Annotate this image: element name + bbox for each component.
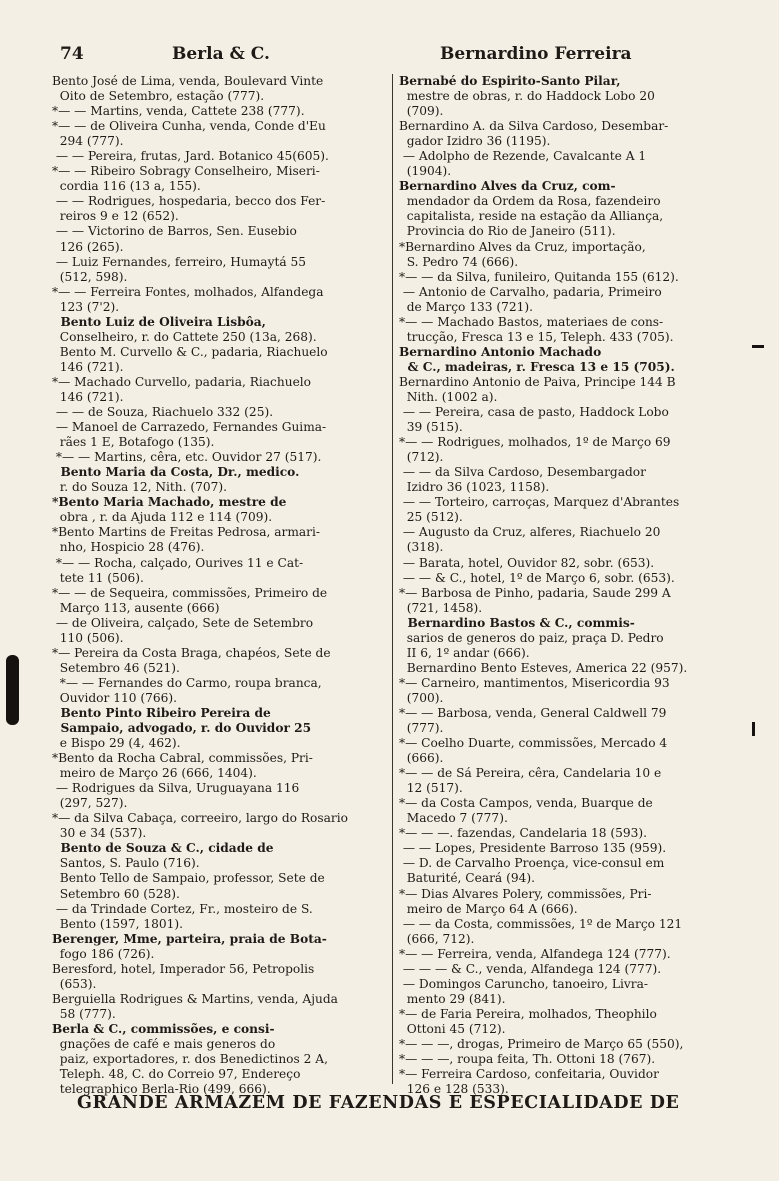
directory-entry-line: — Manoel de Carrazedo, Fernandes Guima-	[52, 420, 327, 435]
directory-entry-line: *— — de Sá Pereira, cêra, Candelaria 10 e	[399, 766, 662, 781]
directory-entry-line: (666).	[399, 751, 444, 766]
directory-entry-line: *— — Machado Bastos, materiaes de cons-	[399, 314, 664, 329]
directory-entry-line: (709).	[399, 104, 444, 119]
directory-entry-line: 58 (777).	[52, 1006, 116, 1021]
directory-entry-line: *— Pereira da Costa Braga, chapéos, Sete de	[52, 645, 331, 660]
directory-entry-line: tete 11 (506).	[52, 570, 144, 585]
directory-entry-line: Ouvidor 110 (766).	[52, 690, 177, 705]
directory-entry-line: (653).	[52, 976, 97, 991]
directory-entry-line: Bernardino Bastos & C., commis-	[399, 615, 635, 630]
directory-entry-line: Bento M. Curvello & C., padaria, Riachuelo	[52, 344, 328, 359]
directory-entry-line: — — Torteiro, carroças, Marquez d'Abrantes	[399, 495, 680, 510]
directory-entry-line: — D. de Carvalho Proença, vice-consul em	[399, 856, 665, 871]
directory-entry-line: — Rodrigues da Silva, Uruguayana 116	[52, 781, 300, 796]
directory-entry-line: Nith. (1002 a).	[399, 389, 498, 404]
directory-entry-line: Bernardino A. da Silva Cardoso, Desembar-	[399, 119, 669, 134]
directory-entry-line: trucção, Fresca 13 e 15, Teleph. 433 (705).	[399, 329, 674, 344]
directory-entry-line: *— — —, roupa feita, Th. Ottoni 18 (767).	[399, 1052, 656, 1067]
directory-entry-line: Ottoni 45 (712).	[399, 1021, 506, 1036]
directory-entry-line: fogo 186 (726).	[52, 946, 155, 961]
scan-ink-blot-left	[6, 655, 19, 725]
directory-entry-line: 12 (517).	[399, 781, 463, 796]
directory-entry-line: (712).	[399, 450, 444, 465]
directory-entry-line: (700).	[399, 690, 444, 705]
directory-entry-line: *— — Ferreira Fontes, molhados, Alfandega	[52, 284, 324, 299]
directory-entry-line: *— — Rodrigues, molhados, 1º de Março 69	[399, 435, 671, 450]
left-column	[52, 74, 390, 1097]
directory-entry-line: rães 1 E, Botafogo (135).	[52, 435, 215, 450]
directory-entry-line: 123 (7'2).	[52, 299, 120, 314]
directory-entry-line: — Antonio de Carvalho, padaria, Primeiro	[399, 284, 662, 299]
directory-entry-line: — — Lopes, Presidente Barroso 135 (959).	[399, 841, 667, 856]
directory-entry-line: S. Pedro 74 (666).	[399, 254, 519, 269]
directory-entry-line: — — de Souza, Riachuelo 332 (25).	[52, 405, 274, 420]
scan-ink-mark-right-lower	[752, 722, 755, 736]
directory-entry-line: Bento Pinto Ribeiro Pereira de	[52, 705, 271, 720]
directory-entry-line: Berenger, Mme, parteira, praia de Bota-	[52, 931, 327, 946]
directory-entry-line: obra , r. da Ajuda 112 e 114 (709).	[52, 510, 273, 525]
directory-entry-line: (777).	[399, 721, 444, 736]
directory-entry-line: 25 (512).	[399, 510, 463, 525]
directory-entry-line: (297, 527).	[52, 796, 128, 811]
directory-entry-line: paiz, exportadores, r. dos Benedictinos 2 A,	[52, 1052, 328, 1067]
directory-entry-line: Bernardino Bento Esteves, America 22 (957).	[399, 660, 688, 675]
directory-entry-line: *— da Silva Cabaça, correeiro, largo do Rosario	[52, 811, 348, 826]
directory-entry-line: Bernabé do Espirito-Santo Pilar,	[399, 74, 621, 88]
directory-entry-line: Conselheiro, r. do Cattete 250 (13a, 268).	[52, 329, 317, 344]
directory-entry-line: — — — & C., venda, Alfandega 124 (777).	[399, 961, 662, 976]
directory-entry-line: Provincia do Rio de Janeiro (511).	[399, 224, 616, 239]
directory-entry-line: (318).	[399, 540, 444, 555]
directory-entry-line: *Bento da Rocha Cabral, commissões, Pri-	[52, 751, 313, 766]
directory-entry-line: *Bento Martins de Freitas Pedrosa, armari-	[52, 525, 320, 540]
directory-entry-line: gador Izidro 36 (1195).	[399, 134, 551, 149]
directory-entry-line: meiro de Março 26 (666, 1404).	[52, 766, 257, 781]
directory-entry-line: Bento de Souza & C., cidade de	[52, 841, 274, 856]
directory-entry-line: Bento Tello de Sampaio, professor, Sete de	[52, 871, 325, 886]
directory-entry-line: — Adolpho de Rezende, Cavalcante A 1	[399, 149, 647, 164]
directory-entry-line: *— — de Sequeira, commissões, Primeiro de	[52, 585, 328, 600]
scan-ink-mark-right	[752, 345, 764, 348]
directory-entry-line: *— — Ribeiro Sobragy Conselheiro, Miseri-	[52, 164, 320, 179]
directory-entry-line: *— de Faria Pereira, molhados, Theophilo	[399, 1006, 657, 1021]
directory-entry-line: 39 (515).	[399, 420, 463, 435]
footer-banner: GRANDE ARMAZEM DE FAZENDAS E ESPECIALIDADE DE	[77, 1093, 680, 1113]
directory-entry-line: Bento José de Lima, venda, Boulevard Vinte	[52, 74, 324, 88]
page-number: 74	[60, 44, 84, 64]
directory-entry-line: Bernardino Antonio Machado	[399, 344, 602, 359]
directory-entry-line: *— Coelho Duarte, commissões, Mercado 4	[399, 736, 668, 751]
directory-entry-line: Bento (1597, 1801).	[52, 916, 184, 931]
directory-entry-line: mendador da Ordem da Rosa, fazendeiro	[399, 194, 661, 209]
directory-entry-line: reiros 9 e 12 (652).	[52, 209, 179, 224]
directory-entry-line: *— da Costa Campos, venda, Buarque de	[399, 796, 653, 811]
directory-entry-line: sarios de generos do paiz, praça D. Pedro	[399, 630, 664, 645]
directory-entry-line: gnações de café e mais generos do	[52, 1037, 276, 1051]
directory-entry-line: (1904).	[399, 164, 452, 179]
directory-entry-line: r. do Souza 12, Nith. (707).	[52, 480, 228, 495]
directory-entry-line: *— Ferreira Cardoso, confeitaria, Ouvidor	[399, 1067, 659, 1082]
directory-entry-line: Beresford, hotel, Imperador 56, Petropolis	[52, 961, 315, 976]
right-column	[399, 74, 737, 1097]
directory-entry-line: 146 (721).	[52, 389, 124, 404]
directory-entry-line: — — Pereira, casa de pasto, Haddock Lobo	[399, 405, 669, 420]
directory-entry-line: Setembro 60 (528).	[52, 886, 180, 901]
page-header	[60, 44, 741, 68]
directory-entry-line: e Bispo 29 (4, 462).	[52, 736, 181, 751]
directory-entry-line: *— — Rocha, calçado, Ourives 11 e Cat-	[52, 555, 304, 570]
directory-entry-line: telegraphico Berla-Rio (499, 666).	[52, 1082, 271, 1097]
directory-entry-line: *— Carneiro, mantimentos, Misericordia 93	[399, 675, 670, 690]
directory-entry-line: (721, 1458).	[399, 600, 483, 615]
directory-entry-line: Izidro 36 (1023, 1158).	[399, 480, 550, 495]
directory-entry-line: mento 29 (841).	[399, 991, 506, 1006]
directory-entry-line: — — Rodrigues, hospedaria, becco dos Fer-	[52, 194, 326, 209]
column-divider	[392, 74, 393, 1084]
directory-entry-line: Setembro 46 (521).	[52, 660, 180, 675]
directory-entry-line: Santos, S. Paulo (716).	[52, 856, 200, 871]
header-left-title: Berla & C.	[172, 44, 270, 64]
directory-entry-line: *— Dias Alvares Polery, commissões, Pri-	[399, 886, 652, 901]
directory-entry-line: Sampaio, advogado, r. do Ouvidor 25	[52, 721, 312, 736]
directory-entry-line: Março 113, ausente (666)	[52, 600, 220, 615]
directory-entry-line: *— — de Oliveira Cunha, venda, Conde d'Eu	[52, 119, 326, 134]
directory-entry-line: 126 (265).	[52, 239, 124, 254]
directory-entry-line: Bernardino Alves da Cruz, com-	[399, 179, 616, 194]
directory-entry-line: Bernardino Antonio de Paiva, Principe 144 B	[399, 374, 676, 389]
directory-entry-line: nho, Hospicio 28 (476).	[52, 540, 205, 555]
directory-entry-line: *Bernardino Alves da Cruz, importação,	[399, 239, 646, 254]
directory-entry-line: (666, 712).	[399, 931, 475, 946]
directory-entry-line: Berla & C., commissões, e consi-	[52, 1021, 275, 1036]
directory-entry-line: 126 e 128 (533).	[399, 1082, 509, 1097]
directory-entry-line: — da Trindade Cortez, Fr., mosteiro de S.	[52, 901, 313, 916]
directory-entry-line: 146 (721).	[52, 359, 124, 374]
directory-entry-line: *— — —. fazendas, Candelaria 18 (593).	[399, 826, 647, 841]
directory-entry-line: *— — —, drogas, Primeiro de Março 65 (550),	[399, 1037, 684, 1051]
directory-entry-line: — Augusto da Cruz, alferes, Riachuelo 20	[399, 525, 661, 540]
directory-entry-line: Oito de Setembro, estação (777).	[52, 89, 265, 104]
directory-entry-line: — — da Costa, commissões, 1º de Março 121	[399, 916, 683, 931]
directory-entry-line: 30 e 34 (537).	[52, 826, 147, 841]
directory-entry-line: — — Victorino de Barros, Sen. Eusebio	[52, 224, 297, 239]
directory-entry-line: *— — da Silva, funileiro, Quitanda 155 (612).	[399, 269, 679, 284]
directory-entry-line: capitalista, reside na estação da Alliança,	[399, 209, 664, 224]
directory-entry-line: — Barata, hotel, Ouvidor 82, sobr. (653).	[399, 555, 655, 570]
directory-entry-line: Bento Luiz de Oliveira Lisbôa,	[52, 314, 266, 329]
directory-entry-line: *— — Martins, venda, Cattete 238 (777).	[52, 104, 305, 119]
header-right-title: Bernardino Ferreira	[440, 44, 632, 64]
directory-entry-line: *— Machado Curvello, padaria, Riachuelo	[52, 374, 312, 389]
directory-entry-line: de Março 133 (721).	[399, 299, 534, 314]
directory-entry-line: — — Pereira, frutas, Jard. Botanico 45(605).	[52, 149, 329, 164]
directory-entry-line: mestre de obras, r. do Haddock Lobo 20	[399, 89, 655, 104]
directory-entry-line: II 6, 1º andar (666).	[399, 645, 530, 660]
directory-entry-line: Bento Maria da Costa, Dr., medico.	[52, 465, 300, 480]
directory-entry-line: (512, 598).	[52, 269, 128, 284]
directory-entry-line: Teleph. 48, C. do Correio 97, Endereço	[52, 1067, 301, 1082]
directory-entry-line: *Bento Maria Machado, mestre de	[52, 495, 287, 510]
directory-entry-line: — — da Silva Cardoso, Desembargador	[399, 465, 646, 480]
directory-entry-line: & C., madeiras, r. Fresca 13 e 15 (705).	[399, 359, 675, 374]
directory-entry-line: Baturité, Ceará (94).	[399, 871, 535, 886]
directory-entry-line: Macedo 7 (777).	[399, 811, 508, 826]
directory-entry-line: — Domingos Caruncho, tanoeiro, Livra-	[399, 976, 648, 991]
directory-entry-line: — de Oliveira, calçado, Sete de Setembro	[52, 615, 314, 630]
directory-entry-line: *— Barbosa de Pinho, padaria, Saude 299 A	[399, 585, 671, 600]
directory-entry-line: 110 (506).	[52, 630, 124, 645]
directory-entry-line: *— — Ferreira, venda, Alfandega 124 (777).	[399, 946, 671, 961]
directory-entry-line: Berguiella Rodrigues & Martins, venda, Ajuda	[52, 991, 338, 1006]
directory-entry-line: meiro de Março 64 A (666).	[399, 901, 578, 916]
directory-entry-line: — — & C., hotel, 1º de Março 6, sobr. (653).	[399, 570, 675, 585]
directory-entry-line: cordia 116 (13 a, 155).	[52, 179, 201, 194]
directory-entry-line: *— — Martins, cêra, etc. Ouvidor 27 (517).	[52, 450, 322, 465]
directory-entry-line: *— — Fernandes do Carmo, roupa branca,	[52, 675, 322, 690]
directory-entry-line: *— — Barbosa, venda, General Caldwell 79	[399, 705, 667, 720]
directory-entry-line: 294 (777).	[52, 134, 124, 149]
directory-entry-line: — Luiz Fernandes, ferreiro, Humaytá 55	[52, 254, 307, 269]
